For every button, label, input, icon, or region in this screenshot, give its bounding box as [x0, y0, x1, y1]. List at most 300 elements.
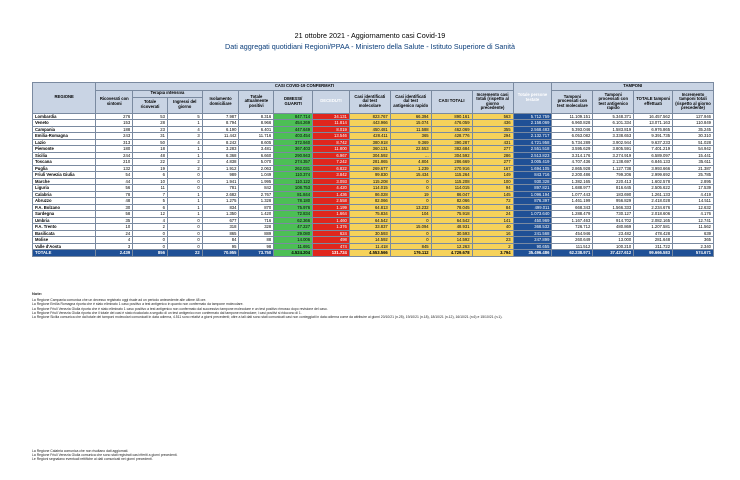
table-cell: 1.275: [202, 198, 239, 205]
table-cell: 75.834: [349, 211, 390, 218]
table-cell: 2: [472, 243, 513, 250]
group-icu: Terapia intensiva: [133, 91, 203, 98]
table-cell: 90.655: [513, 243, 552, 250]
table-cell: 81.844: [274, 191, 313, 198]
col-deceduti: DECEDUTI: [313, 91, 350, 114]
table-cell: 3.993.666: [634, 165, 673, 172]
table-cell: 23: [472, 237, 513, 244]
table-cell: 3.842: [313, 172, 350, 179]
table-cell: 11.418: [349, 243, 390, 250]
table-cell: 313: [96, 139, 133, 146]
table-cell: 876.397: [513, 198, 552, 205]
table-cell: 0: [167, 178, 202, 185]
table-cell: 4: [167, 139, 202, 146]
table-cell: 104: [390, 211, 431, 218]
table-cell: 11.814: [313, 120, 350, 127]
table-cell: 0: [390, 198, 431, 205]
table-cell: 51.028: [673, 139, 714, 146]
table-cell: 2.132.717: [513, 133, 552, 140]
table-cell: 0: [167, 230, 202, 237]
col-incremento: Incremento casi totali (rispetto al giorno precedente): [472, 91, 513, 114]
note-line: La Regione Emilia Romagna riporta che è stato eliminato 1 caso positivo a test antigenico in quanto non confermato da tampone molecolare.: [32, 302, 244, 307]
region-name: Piemonte: [33, 146, 96, 153]
table-cell: 19: [390, 191, 431, 198]
table-cell: 72: [472, 198, 513, 205]
table-cell: 450.481: [349, 126, 390, 133]
table-cell: 30: [96, 204, 133, 211]
table-cell: 34.131: [313, 113, 350, 120]
table-cell: 816.645: [593, 185, 634, 192]
table-cell: 210: [96, 159, 133, 166]
col-region: REGIONE: [33, 83, 96, 114]
table-cell: 145: [472, 191, 513, 198]
table-cell: 6.846.133: [634, 159, 673, 166]
table-cell: 48: [96, 198, 133, 205]
table-cell: 15.094: [390, 224, 431, 231]
table-cell: 1: [167, 146, 202, 153]
table-cell: 35.245: [673, 126, 714, 133]
table-cell: 100.210: [593, 243, 634, 250]
table-cell: 6.976.865: [634, 126, 673, 133]
table-cell: 2.505.622: [634, 185, 673, 192]
table-cell: 431: [472, 139, 513, 146]
table-cell: 3.283: [202, 146, 239, 153]
table-cell: 35.611: [673, 159, 714, 166]
table-cell: 1: [167, 198, 202, 205]
col-isolamento: Isolamento domiciliare: [202, 91, 239, 114]
table-cell: 1.694.105: [513, 165, 552, 172]
table-cell: 1.664: [313, 211, 350, 218]
table-cell: 78.045: [431, 204, 472, 211]
table-cell: 1.199: [313, 204, 350, 211]
table-cell: 3.902.944: [593, 139, 634, 146]
table-cell: 9.391.735: [634, 133, 673, 140]
table-cell: 2.767: [239, 191, 274, 198]
table-cell: 0: [167, 185, 202, 192]
table-cell: 82.066: [431, 198, 472, 205]
table-cell: 13.000: [593, 237, 634, 244]
table-cell: 368.532: [513, 224, 552, 231]
table-cell: 443.966: [349, 120, 390, 127]
table-cell: 100: [472, 178, 513, 185]
table-cell: 0: [390, 178, 431, 185]
table-cell: 304.592: [431, 152, 472, 159]
table-cell: 6.660: [239, 152, 274, 159]
table-cell: 1.288.479: [552, 211, 593, 218]
table-cell: 141: [472, 217, 513, 224]
table-cell: 2.568.483: [513, 126, 552, 133]
table-cell: 1.049: [239, 172, 274, 179]
region-name: Lombardia: [33, 113, 96, 120]
table-cell: 12.263: [431, 243, 472, 250]
group-confirmed: CASI COVID-19 CONFERMATI: [96, 83, 513, 91]
table-cell: 847.714: [274, 113, 313, 120]
table-cell: 110.122: [274, 178, 313, 185]
table-cell: 54: [96, 172, 133, 179]
table-cell: 1.073.640: [513, 211, 552, 218]
table-cell: 624: [313, 230, 350, 237]
table-cell: 2.513.823: [513, 152, 552, 159]
table-cell: 247.899: [513, 237, 552, 244]
table-cell: 75.918: [431, 211, 472, 218]
table-cell: 1.583.819: [593, 126, 634, 133]
table-cell: 856: [133, 250, 168, 257]
table-cell: 35.496.486: [513, 250, 552, 257]
table-cell: 1.328: [239, 198, 274, 205]
table-cell: 2.558: [313, 198, 350, 205]
table-cell: 1.566.333: [593, 204, 634, 211]
region-name: Marche: [33, 178, 96, 185]
table-cell: 99.666.583: [634, 250, 673, 257]
note-line: La Regione Campania comunica che un decesso registrato oggi risale ad un periodo antecedente alle ultime 48 ore.: [32, 298, 207, 303]
table-cell: 23.482: [593, 230, 634, 237]
table-cell: 72.834: [274, 211, 313, 218]
table-cell: 11.588: [390, 126, 431, 133]
table-cell: 64.813: [349, 204, 390, 211]
table-cell: 6: [133, 204, 168, 211]
table-cell: 318: [202, 224, 239, 231]
table-cell: 22: [167, 250, 202, 257]
table-cell: 88: [239, 237, 274, 244]
col-tamponi-molecolare: Tamponi processati con test molecolare: [552, 91, 593, 114]
table-cell: 2.340: [673, 243, 714, 250]
table-cell: 2.018.606: [634, 211, 673, 218]
table-cell: 78: [96, 191, 133, 198]
table-body: [33, 113, 714, 256]
col-casi-totali: CASI TOTALI: [431, 91, 472, 114]
group-tests: TAMPONI: [552, 83, 714, 91]
page-header: [0, 30, 740, 52]
table-cell: 474: [313, 243, 350, 250]
table-cell: 454.269: [274, 120, 313, 127]
table-cell: 730.127: [593, 211, 634, 218]
table-cell: 1: [167, 152, 202, 159]
table-cell: 0: [390, 217, 431, 224]
table-cell: 0: [133, 237, 168, 244]
table-cell: 2: [167, 159, 202, 166]
table-cell: 382.684: [431, 146, 472, 153]
table-cell: 3.595.629: [552, 146, 593, 153]
table-cell: 1.376: [313, 224, 350, 231]
table-cell: 25.785: [673, 172, 714, 179]
table-cell: 281.865: [349, 159, 390, 166]
table-cell: 29.080: [274, 230, 313, 237]
table-cell: 2.418.028: [634, 198, 673, 205]
col-ti-ingressi: Ingressi del giorno: [167, 97, 202, 113]
table-cell: 16: [472, 230, 513, 237]
table-cell: 677: [202, 217, 239, 224]
table-cell: 3: [96, 243, 133, 250]
table-cell: 930.328: [513, 178, 552, 185]
table-cell: 726.712: [552, 224, 593, 231]
region-name: Friuli Venezia Giulia: [33, 172, 96, 179]
table-cell: 6.960.828: [552, 120, 593, 127]
table-cell: 2.999.692: [634, 172, 673, 179]
table-cell: 3.338.653: [593, 133, 634, 140]
table-cell: 5.712.759: [513, 113, 552, 120]
table-cell: 5: [167, 113, 202, 120]
table-cell: 66.394: [390, 113, 431, 120]
col-tamponi-totale: TOTALE tamponi effettuati: [634, 91, 673, 114]
table-cell: 115.208: [431, 178, 472, 185]
region-name: Valle d'Aosta: [33, 243, 96, 250]
table-cell: 11.716: [239, 133, 274, 140]
table-cell: 4.721.958: [513, 139, 552, 146]
table-cell: 37.427.612: [593, 250, 634, 257]
table-cell: 153: [96, 120, 133, 127]
table-cell: 53: [133, 113, 168, 120]
table-cell: 1.350: [202, 211, 239, 218]
table-cell: 211.722: [634, 243, 673, 250]
table-cell: 478.428: [634, 230, 673, 237]
table-cell: 462.069: [431, 126, 472, 133]
table-cell: 64.542: [431, 217, 472, 224]
table-cell: 110.849: [673, 120, 714, 127]
table-cell: 4.729.678: [431, 250, 472, 257]
table-cell: 7.242: [313, 159, 350, 166]
table-cell: 78.180: [274, 198, 313, 205]
table-cell: 12.632: [673, 204, 714, 211]
table-cell: 5.734.289: [552, 139, 593, 146]
table-cell: 58: [96, 211, 133, 218]
table-cell: 2.551.518: [513, 146, 552, 153]
table-cell: 0: [167, 243, 202, 250]
table-cell: 167: [472, 165, 513, 172]
table-cell: 50: [133, 139, 168, 146]
table-cell: 498: [313, 237, 350, 244]
table-cell: 244: [96, 152, 133, 159]
table-cell: 30.593: [431, 230, 472, 237]
table-cell: 1.077.443: [552, 191, 593, 198]
table-cell: 73.750: [239, 250, 274, 257]
notes: [32, 291, 714, 462]
table-cell: 403.454: [274, 133, 313, 140]
table-cell: 95: [202, 243, 239, 250]
table-cell: 1.460: [313, 217, 350, 224]
table-cell: 11: [133, 185, 168, 192]
table-cell: 5.348.371: [593, 113, 634, 120]
table-cell: 11.562: [673, 224, 714, 231]
table-cell: 914.702: [593, 217, 634, 224]
table-cell: 11.800: [313, 146, 350, 153]
table-cell: 16.457.562: [634, 113, 673, 120]
table-cell: 2.682: [202, 191, 239, 198]
table-cell: 10: [133, 178, 168, 185]
table-cell: 1: [167, 191, 202, 198]
region-name: Emilia-Romagna: [33, 133, 96, 140]
covid-table: [32, 82, 714, 257]
table-cell: 865: [202, 230, 239, 237]
table-cell: 8.794: [202, 120, 239, 127]
table-cell: 7.987: [202, 113, 239, 120]
table-cell: 0: [167, 224, 202, 231]
table-cell: 12: [133, 211, 168, 218]
table-cell: 6.822: [313, 165, 350, 172]
region-name: Puglia: [33, 165, 96, 172]
table-cell: 4.553.566: [349, 250, 390, 257]
table-cell: 668.343: [552, 204, 593, 211]
table-cell: 2.439: [96, 250, 133, 257]
table-cell: 3.794: [472, 250, 513, 257]
table-cell: 9.637.233: [634, 139, 673, 146]
table-cell: 0: [390, 230, 431, 237]
table-cell: 3.314.176: [552, 152, 593, 159]
table-cell: 281.648: [634, 237, 673, 244]
table-cell: 6.589.097: [634, 152, 673, 159]
note-line: La Regione Sicilia comunica che dal totale dei tamponi molecolari comunicati in data odierna, 4.511 sono relativi a giorni precedenti; oltre a tali dati sono stati comunicati casi non conteggiati in data odierna come da attribuire ai giorni 20/10/21 (n.25), 19/10/21 (n.18), 18/10/21 (n.12), 16/10/21 (n.6) e 15/10/21 (n.1).: [32, 315, 503, 320]
table-cell: 15.434: [390, 172, 431, 179]
table-cell: 6: [133, 172, 168, 179]
table-cell: 127.946: [673, 113, 714, 120]
table-cell: 8.966: [239, 120, 274, 127]
table-cell: 0: [167, 217, 202, 224]
region-name: Veneto: [33, 120, 96, 127]
table-cell: 4: [167, 126, 202, 133]
table-cell: 56: [96, 185, 133, 192]
region-name: P.A. Trento: [33, 224, 96, 231]
col-tamponi-antigenico: Tamponi processati con test antigenico rapido: [593, 91, 634, 114]
table-cell: 1.995: [239, 178, 274, 185]
table-cell: 1.096.194: [513, 191, 552, 198]
table-cell: 18: [133, 146, 168, 153]
table-cell: 4.176: [673, 211, 714, 218]
table-cell: 30.310: [673, 133, 714, 140]
table-cell: 4.524.204: [274, 250, 313, 257]
table-cell: 781: [202, 185, 239, 192]
table-cell: 40: [472, 224, 513, 231]
table-cell: 132: [96, 165, 133, 172]
table-cell: 450.969: [513, 217, 552, 224]
table-cell: 11.691: [274, 243, 313, 250]
table-cell: 0: [133, 243, 168, 250]
table-cell: 4: [96, 237, 133, 244]
table-cell: 24: [96, 230, 133, 237]
table-cell: 1.207.581: [634, 224, 673, 231]
table-cell: 367.403: [274, 146, 313, 153]
table-cell: 4.420: [313, 185, 350, 192]
region-name: P.A. Bolzano: [33, 204, 96, 211]
table-cell: 115.208: [349, 178, 390, 185]
table-cell: 799.206: [593, 172, 634, 179]
region-name: Calabria: [33, 191, 96, 198]
table-cell: 843.716: [513, 172, 552, 179]
table-cell: 2.200.486: [552, 172, 593, 179]
table-cell: 499.011: [513, 204, 552, 211]
table-cell: 44: [96, 178, 133, 185]
table-cell: 0: [390, 185, 431, 192]
table-cell: 574.671: [673, 250, 714, 257]
table-cell: 54.942: [673, 146, 714, 153]
table-cell: 62.366: [274, 217, 313, 224]
table-cell: 845: [390, 243, 431, 250]
table-cell: 28: [133, 120, 168, 127]
table-cell: 1: [167, 204, 202, 211]
table-total-row: [33, 250, 714, 257]
table-cell: 390.287: [431, 139, 472, 146]
region-name: Basilicata: [33, 230, 96, 237]
table-cell: 99.830: [349, 172, 390, 179]
table-cell: 15.441: [673, 152, 714, 159]
table-cell: 82.066: [349, 198, 390, 205]
table-cell: 1.420: [239, 211, 274, 218]
table-cell: 262.031: [274, 165, 313, 172]
table-cell: 0: [133, 230, 168, 237]
table-cell: 4.707.436: [552, 159, 593, 166]
table-cell: 3.005.419: [513, 159, 552, 166]
table-cell: 94: [472, 185, 513, 192]
col-casi-molecolare: Casi identificati dal test molecolare: [349, 91, 390, 114]
table-cell: 8.019: [313, 126, 350, 133]
table-cell: 183.690: [593, 191, 634, 198]
table-cell: 989: [202, 172, 239, 179]
table-cell: 2.082.165: [634, 217, 673, 224]
table-cell: 98: [239, 243, 274, 250]
table-cell: 563: [472, 113, 513, 120]
table-cell: 7.401.219: [634, 146, 673, 153]
table-cell: 1.602.578: [634, 178, 673, 185]
table-cell: 15.074: [390, 120, 431, 127]
page-title: 21 ottobre 2021 - Aggiornamento casi Covid-19: [294, 31, 446, 40]
table-cell: 1: [167, 120, 202, 127]
table-cell: 1.912: [202, 165, 239, 172]
region-name: TOTALE: [33, 250, 96, 257]
table-cell: 6.368: [202, 152, 239, 159]
table-cell: 1.688.977: [552, 185, 593, 192]
table-cell: 890.161: [431, 113, 472, 120]
table-cell: 277: [472, 146, 513, 153]
table-cell: 11.109.151: [552, 113, 593, 120]
table-cell: 0: [167, 237, 202, 244]
table-cell: 1: [167, 211, 202, 218]
note-bottom-line: Le Regioni segnalano eventuali rettifiche ai dati comunicati nei giorni precedenti.: [32, 457, 153, 462]
table-cell: 114.015: [349, 185, 390, 192]
table-cell: 1.941: [202, 178, 239, 185]
table-cell: 8.316: [239, 113, 274, 120]
table-cell: 328: [239, 224, 274, 231]
table-cell: 274.357: [274, 159, 313, 166]
table-cell: 277: [472, 159, 513, 166]
table-cell: 31: [133, 133, 168, 140]
table-cell: 716: [239, 217, 274, 224]
table-cell: 86.047: [431, 191, 472, 198]
table-cell: 33.837: [349, 224, 390, 231]
table-cell: 4.419: [673, 191, 714, 198]
table-cell: 17.539: [673, 185, 714, 192]
table-cell: 48: [133, 152, 168, 159]
table-cell: 6.967: [313, 152, 350, 159]
table-cell: 286: [472, 152, 513, 159]
col-casi-antigenico: Casi identificati dal test antigenico rapido: [390, 91, 431, 114]
region-name: Toscana: [33, 159, 96, 166]
region-name: Abruzzo: [33, 198, 96, 205]
table-cell: 110.374: [274, 172, 313, 179]
notes-list: [32, 298, 714, 319]
table-cell: 19: [133, 165, 168, 172]
region-name: Sicilia: [33, 152, 96, 159]
table-cell: 75.976: [274, 204, 313, 211]
table-cell: 1.261.133: [634, 191, 673, 198]
table-cell: 149: [472, 172, 513, 179]
table-cell: 48.931: [431, 224, 472, 231]
region-name: Lazio: [33, 139, 96, 146]
table-cell: 62.238.971: [552, 250, 593, 257]
table-cell: 11.442: [202, 133, 239, 140]
table-cell: 84: [202, 237, 239, 244]
table-cell: 823.767: [349, 113, 390, 120]
table-cell: 241.568: [513, 230, 552, 237]
table-cell: 270.916: [431, 165, 472, 172]
table-cell: 889: [239, 230, 274, 237]
